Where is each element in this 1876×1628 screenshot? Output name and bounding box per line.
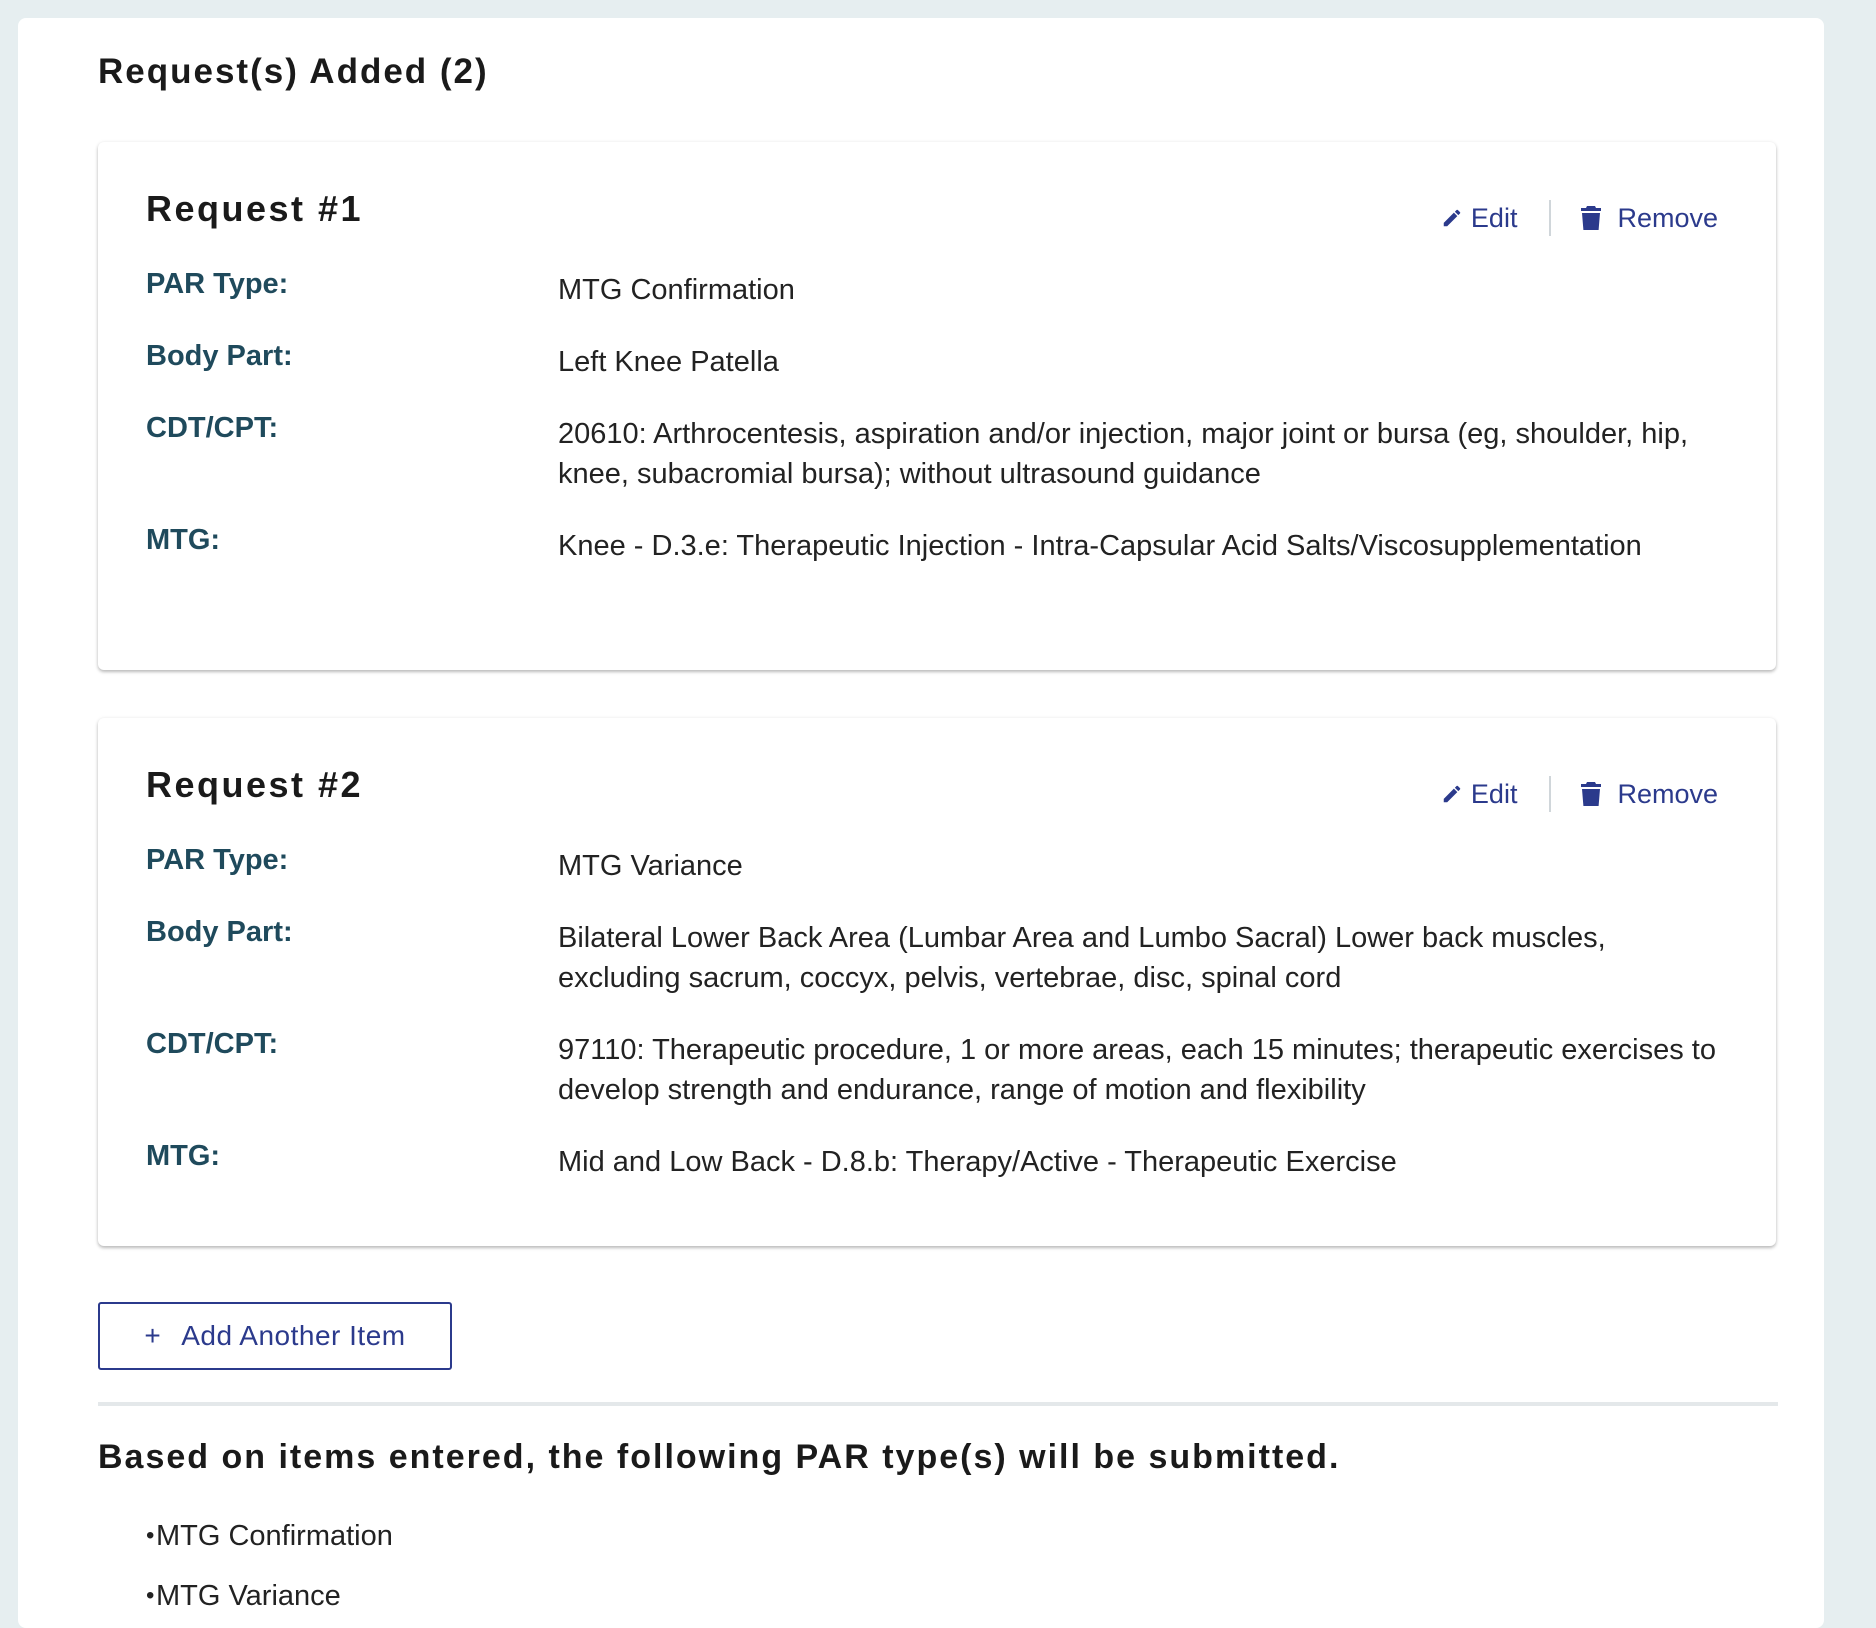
section-divider [98,1402,1778,1406]
action-divider [1549,200,1551,236]
field-row-body-part [146,918,1736,998]
field-row-body-part [146,342,1736,382]
remove-label: Remove [1617,202,1718,233]
pencil-icon [1441,783,1463,805]
field-row-par-type [146,270,1736,310]
edit-button[interactable] [1441,779,1518,810]
edit-label: Edit [1470,202,1518,233]
field-label: MTG: [146,524,221,556]
field-label: MTG: [146,1140,221,1172]
field-value: Bilateral Lower Back Area (Lumbar Area and Lumbo Sacral) Lower back muscles, excluding sacrum, coccyx, pelvis, vertebrae, disc, spinal cord [558,922,1606,994]
field-value: MTG Variance [558,850,743,882]
remove-button[interactable] [1581,779,1718,810]
field-value: Knee - D.3.e: Therapeutic Injection - Intra-Capsular Acid Salts/Viscosupplementation [558,530,1642,562]
field-row-mtg [146,1142,1736,1182]
field-label: Body Part: [146,916,293,948]
field-value: 20610: Arthrocentesis, aspiration and/or injection, major joint or bursa (eg, shoulder, hip, knee, subacromial bursa); without ultrasound guidance [558,418,1689,490]
plus-icon: + [144,1320,162,1351]
request-title: Request #2 [146,764,364,805]
main-panel [18,18,1824,1628]
field-label: PAR Type: [146,844,289,876]
field-label: PAR Type: [146,268,289,300]
request-actions [1441,200,1718,236]
summary-title: Based on items entered, the following PAR type(s) will be submitted. [98,1438,1341,1476]
summary-list [98,1506,393,1626]
list-item-label: MTG Variance [156,1579,341,1612]
edit-label: Edit [1470,778,1518,809]
request-actions [1441,776,1718,812]
edit-button[interactable] [1441,203,1518,234]
field-value: Left Knee Patella [558,346,779,378]
field-row-par-type [146,846,1736,886]
remove-button[interactable] [1581,203,1718,234]
field-label: CDT/CPT: [146,412,279,444]
field-value: MTG Confirmation [558,274,795,306]
bullet-icon: • [146,1582,155,1609]
field-label: CDT/CPT: [146,1028,279,1060]
list-item [98,1506,393,1566]
list-item-label: MTG Confirmation [156,1519,393,1552]
trash-icon [1581,782,1601,806]
request-card [98,718,1776,1246]
remove-label: Remove [1617,778,1718,809]
request-fields [146,270,1736,598]
action-divider [1549,776,1551,812]
section-title: Request(s) Added (2) [98,52,489,91]
field-row-cdt-cpt [146,1030,1736,1110]
list-item [98,1566,393,1626]
field-row-cdt-cpt [146,414,1736,494]
trash-icon [1581,206,1601,230]
field-value: 97110: Therapeutic procedure, 1 or more areas, each 15 minutes; therapeutic exercises to develop strength and endurance, range of motion and flexibility [558,1034,1716,1106]
add-button-label: Add Another Item [181,1320,406,1351]
add-another-item-button[interactable] [98,1302,452,1370]
field-label: Body Part: [146,340,293,372]
field-row-mtg [146,526,1736,566]
bullet-icon: • [146,1522,155,1549]
request-title: Request #1 [146,188,364,229]
request-fields [146,846,1736,1214]
field-value: Mid and Low Back - D.8.b: Therapy/Active - Therapeutic Exercise [558,1146,1397,1178]
pencil-icon [1441,207,1463,229]
request-card [98,142,1776,670]
